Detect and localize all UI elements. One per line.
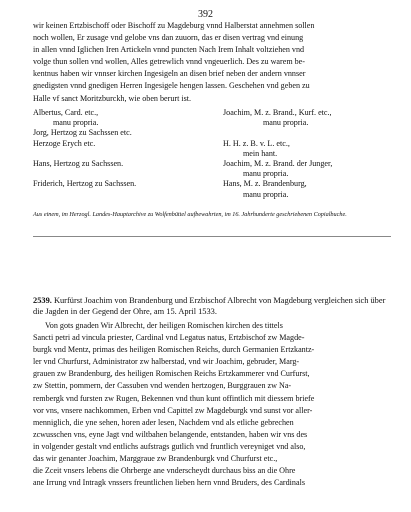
text-line: kentnus haben wir vnnser kirchen Ingesigeln an disen brief neben der andern vnnser [33,69,306,79]
document-heading-text: Kurfürst Joachim von Brandenburg und Erzbischof Albrecht von Magdeburg vergleichen sich über die Jagden in der Gegend der Ohre, am 15. April 1533. [33,296,386,316]
text-line: das wir genanter Joachim, Marggraue zw Brandenburgk vnd Churfurst etc., [33,454,278,464]
text-line: ler vnd Churfurst, Administrator zw halberstad, vnd wir Joachim, gebruder, Marg- [33,357,300,367]
signature-left: Albertus, Card. etc., [33,108,99,117]
signature-right: Hans, M. z. Brandenburg, [223,179,307,189]
signature-right: manu propria. [243,169,289,179]
text-line: noch wollen, Er zusage vnd gelobe vns dan zuuorn, das er disen vertrag vnd einung [33,33,304,43]
signature-right: Joachim, M. z. Brand., Kurf. etc., [223,108,332,117]
signature-row [33,108,391,118]
text-line: Sancti petri ad vincula priester, Cardinal vnd Legatus natus, Ertzbischof zw Magde- [33,333,305,343]
text-line: zw Stettin, pommern, der Cassuben vnd wenden hertzogen, Burggrauen zw Na- [33,381,292,391]
signature-row [33,169,391,179]
signature-left [33,149,223,159]
text-line: in volgender gestalt vnd entlichs aufstrags gutlich vnd fruntlich vereyniget vnd also, [33,441,306,451]
source-footnote: Aus einem, im Herzogl. Landes-Hauptarchive zu Wolfenbüttel aufbewahrten, im 16. Jahrhunderte geschriebenen Copialbuche. [33,211,347,218]
signature-left [33,190,223,200]
text-line: zcwusschen vns, eyne Jagt vnd wiltbahen belangende, entstanden, haben wir vns des [33,429,308,439]
signature-left: Hans, Hertzog zu Sachssen. [33,159,124,169]
signature-row [33,159,391,169]
text-line: wir keinen Ertzbischoff oder Bischoff zu Magdeburg vnnd Halberstat annehmen sollen [33,21,315,30]
section-divider [33,236,391,237]
text-line: Von gots gnaden Wir Albrecht, der heiligen Romischen kirchen des tittels [45,321,283,330]
text-line: burgk vnd Mentz, primas des heiligen Romischen Reichs, durch Germanien Ertzkantz- [33,345,315,355]
document-number: 2539. [33,296,52,305]
signature-left: Friderich, Hertzog zu Sachssen. [33,179,137,189]
signature-right: Joachim, M. z. Brand. der Junger, [223,159,333,169]
text-line: volge thun sollen vnd wollen, Alles getrewlich vnnd vngeuerlich. Des zu warem be- [33,57,305,67]
text-line: gnedigsten vnnd gnedigen Herren Ingesigele hengen lassen. Geschehen vnd geben zu [33,81,310,91]
body-paragraph [33,320,391,489]
signature-right: H. H. z. B. v. L. etc., [223,138,290,148]
text-line: in allen vnnd Iglichen Iren Artickeln vnnd puncten Nach Irem Inhalt voltziehen vnd [33,45,305,55]
signature-row [33,179,391,189]
signature-row [33,190,391,200]
document-heading [33,295,393,317]
signature-left [33,169,223,179]
signature-row [33,118,391,128]
text-line: grauen zw Brandenburg, des heiligen Romischen Reichs Ertzkammerer vnd Curfurst, [33,369,310,379]
signature-left: Jorg, Hertzog zu Sachssen etc. [33,128,132,138]
signature-row [33,128,391,138]
text-line: menniglich, die yne sehen, horen ader lesen, Nachdem vnd als etliche gebrechen [33,417,294,427]
signature-row [33,149,391,159]
text-line: die Zceit vnsers lebens die Ohrberge ane vnderscheydt durchaus biss an die Ohre [33,466,296,476]
signature-block [33,108,391,200]
signature-right [223,128,391,138]
text-line: rembergk vnd fursten zw Rugen, Bekennen vnd thun kunt offintlich mit diessem briefe [33,393,315,403]
signature-right: mein hant. [243,148,278,158]
signature-left: manu propria. [53,118,99,128]
signature-row [33,139,391,149]
top-paragraph [33,20,391,105]
text-line: Halle vf sanct Moritzburckh, wie oben berurt ist. [33,93,192,103]
page-number: 392 [198,9,213,20]
signature-right: manu propria. [243,189,289,199]
signature-right: manu propria. [263,118,309,128]
text-line: vor vns, vnsere nachkommen, Erben vnd Capittel zw Magdeburgk vnd sunst vor aller- [33,405,313,415]
text-line: ane Irrung vnd Intragk vnssers freuntlichen lieben hern vnnd Bruders, des Cardinals [33,478,305,488]
signature-left: Herzoge Erych etc. [33,138,96,148]
